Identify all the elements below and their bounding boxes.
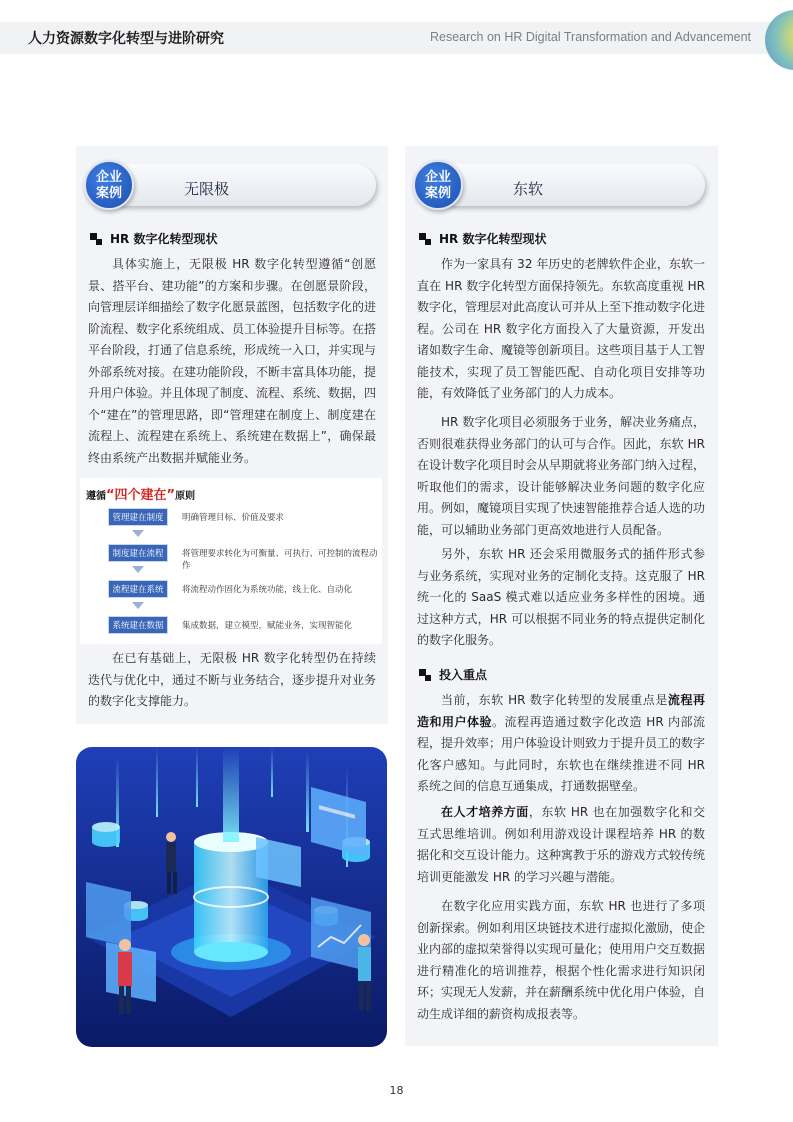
paragraph-text [417, 802, 705, 888]
case-company-name: 无限极 [184, 180, 230, 198]
case-tab-wuxianji [84, 160, 376, 212]
paragraph-text: 在数字化应用实践方面，东软 HR 也进行了多项创新探索。例如利用区块链技术进行虚拟化激励，使企业内部的虚拟荣誉得以实现可量化；使用用户交互数据进行精准化的培训推荐，根据个性化需求进行知识闭环；实现无人发薪，并在薪酬系统中优化用户体验，自动生成详细的薪资构成报表等。 [417, 899, 706, 1021]
text-run: 当前，东软 HR 数字化转型的发展重点是 [441, 693, 668, 707]
header-title: 人力资源数字化转型与进阶研究 [28, 31, 224, 47]
section-title: HR 数字化转型现状 [110, 232, 218, 246]
page-number: 18 [389, 1084, 404, 1097]
case-pill [435, 164, 705, 206]
right-paragraph-4 [417, 690, 705, 798]
header-subtitle: Research on HR Digital Transformation and Advancement [430, 30, 751, 44]
diagram-step-2-desc: 将管理要求转化为可衡量、可执行、可控制的流程动作 [182, 549, 378, 571]
case-badge [413, 160, 463, 210]
globe-logo-icon [765, 10, 793, 70]
page-header [0, 18, 793, 58]
paragraph-text [417, 690, 705, 798]
paragraph-text: 另外，东软 HR 还会采用微服务式的插件形式参与业务系统，实现对业务的定制化支持。这克服了 HR 统一化的 SaaS 模式难以适应业务多样性的困境。通过这种方式，HR 可以根据不同业务的特点提供定制化的数字化服务。 [417, 547, 705, 647]
text-run: 。流程再造通过数字化改造 HR 内部流程，提升效率；用户体验设计则致力于提升员工的数字化客户感知。与此同时，东软也在继续推进不同 HR 系统之间的信息互通集成，打通数据壁垒。 [417, 714, 706, 793]
left-case-panel [76, 146, 388, 724]
right-paragraph-1 [417, 254, 705, 405]
down-arrow-icon [132, 602, 144, 609]
left-paragraph-1 [88, 254, 376, 469]
case-tab-neusoft [413, 160, 705, 212]
diagram-title [86, 484, 195, 503]
bold-text: 流程再造和用户体验 [417, 693, 705, 729]
case-company-name: 东软 [513, 180, 544, 198]
badge-line2: 案例 [424, 186, 451, 201]
section-marker-icon [419, 669, 431, 681]
section-marker-icon [90, 233, 102, 245]
diagram-title-suffix: 原则 [175, 491, 196, 502]
diagram-step-2: 制度建在流程上 [108, 544, 168, 562]
section-heading [419, 666, 487, 683]
diagram-title-highlight: “四个建在” [106, 488, 176, 503]
diagram-step-3: 流程建在系统上 [108, 580, 168, 598]
badge-line2: 案例 [95, 186, 122, 201]
diagram-step-3-desc: 将流程动作固化为系统功能，线上化、自动化 [182, 585, 353, 595]
right-paragraph-2 [417, 412, 705, 541]
paragraph-text: 作为一家具有 32 年历史的老牌软件企业，东软一直在 HR 数字化转型方面保持领先。东软高度重视 HR 数字化，管理层对此高度认可并从上至下推动数字化进程。公司在 HR 数字化方面投入了大量资源，开发出诸如数字生命、魔镜等创新项目。这些项目基于人工智能技术，实现了员工智能匹配、自动化项目安排等功能，有效降低了业务部门的人力成本。 [417, 257, 706, 400]
right-paragraph-5 [417, 802, 705, 888]
diagram-step-1-desc: 明确管理目标、价值及要求 [182, 513, 285, 523]
paragraph-text: 具体实施上，无限极 HR 数字化转型遵循“创愿景、搭平台、建功能”的方案和步骤。在创愿景阶段，向管理层详细描绘了数字化愿景蓝图，包括数字化的进阶流程、数字化系统组成、员工体验提升目标等。在搭平台阶段，打通了信息系统，形成统一入口，并实现与外部系统对接。在建功能阶段，不断丰富具体功能，提升用户体验。并且体现了制度、流程、系统、数据，四个“建在”的管理思路，即“管理建在制度上、制度建在流程上、流程建在系统上、系统建在数据上”，确保最终由系统产出数据并赋能业务。 [88, 257, 377, 465]
case-badge [84, 160, 134, 210]
section-title: HR 数字化转型现状 [439, 232, 547, 246]
section-heading [90, 230, 217, 247]
right-paragraph-6 [417, 896, 705, 1025]
diagram-title-prefix: 遵循 [86, 491, 106, 502]
section-heading [419, 230, 546, 247]
diagram-step-1: 管理建在制度上 [108, 508, 168, 526]
paragraph-text: 在已有基础上，无限极 HR 数字化转型仍在持续迭代与优化中，通过不断与业务结合，逐步提升对业务的数字化支撑能力。 [88, 651, 377, 708]
down-arrow-icon [132, 566, 144, 573]
right-case-panel [405, 146, 718, 1046]
section-title: 投入重点 [439, 668, 488, 682]
down-arrow-icon [132, 530, 144, 537]
badge-line1: 企业 [95, 170, 122, 185]
paragraph-text: HR 数字化项目必须服务于业务，解决业务痛点，否则很难获得业务部门的认可与合作。因此，东软 HR 在设计数字化项目时会从早期就将业务部门纳入过程，听取他们的需求，设计能够解决业务问题的数字化应用。例如，魔镜项目实现了快速智能推荐合适人选的功能，可以辅助业务部门更高效地进行人员配备。 [417, 415, 706, 537]
right-paragraph-3 [417, 544, 705, 652]
bold-text: 在人才培养方面 [441, 805, 529, 819]
section-marker-icon [419, 233, 431, 245]
badge-line1: 企业 [424, 170, 451, 185]
case-pill [106, 164, 376, 206]
text-run: ，东软 HR 也在加强数字化和交互式思维培训。例如利用游戏设计课程培养 HR 的数据化和交互设计能力。这种寓教于乐的游戏方式较传统培训更能激发 HR 的学习兴趣与潜能。 [417, 805, 706, 884]
four-principles-diagram [80, 478, 382, 649]
diagram-step-4-desc: 集成数据，建立模型，赋能业务，实现智能化 [182, 621, 353, 631]
digital-platform-illustration [76, 747, 387, 1047]
left-paragraph-2 [88, 648, 376, 713]
diagram-step-4: 系统建在数据上 [108, 616, 168, 634]
illustration-graphic [76, 747, 387, 1047]
